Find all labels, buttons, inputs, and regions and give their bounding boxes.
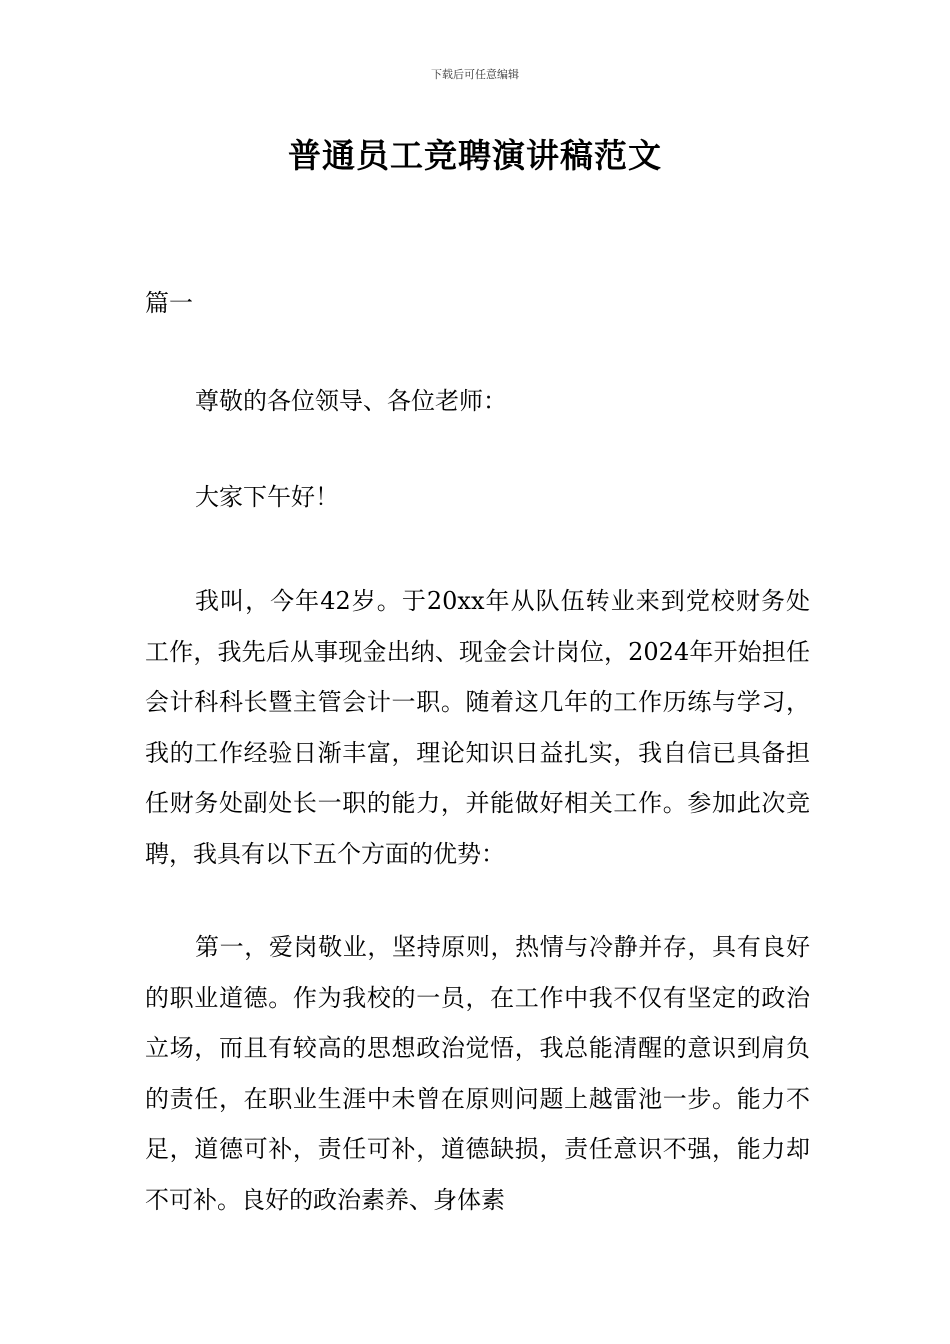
paragraph-salutation: 尊敬的各位领导、各位老师： [195, 387, 507, 415]
paragraph-first-advantage: 第一，爱岗敬业，坚持原则，热情与冷静并存，具有良好的职业道德。作为我校的一员，在工作中我不仅有坚定的政治立场，而且有较高的思想政治觉悟，我总能清醒的意识到肩负的责任，在职业生涯中未曾在原则问题上越雷池一步。能力不足，道德可补，责任可补，道德缺损，责任意识不强，能力却不可补。良好的政治素养、身体素 [145, 933, 810, 1214]
page-header-note: 下载后可任意编辑 [431, 68, 519, 81]
section-label: 篇一 [145, 289, 193, 317]
paragraph-introduction: 我叫，今年42岁。于20xx年从队伍转业来到党校财务处工作，我先后从事现金出纳、现金会计岗位，2024年开始担任会计科科长暨主管会计一职。随着这几年的工作历练与学习，我的工作经验日渐丰富，理论知识日益扎实，我自信已具备担任财务处副处长一职的能力，并能做好相关工作。参加此次竞聘，我具有以下五个方面的优势： [145, 587, 810, 868]
document-title: 普通员工竞聘演讲稿范文 [288, 136, 662, 175]
paragraph-greeting: 大家下午好！ [195, 483, 339, 511]
